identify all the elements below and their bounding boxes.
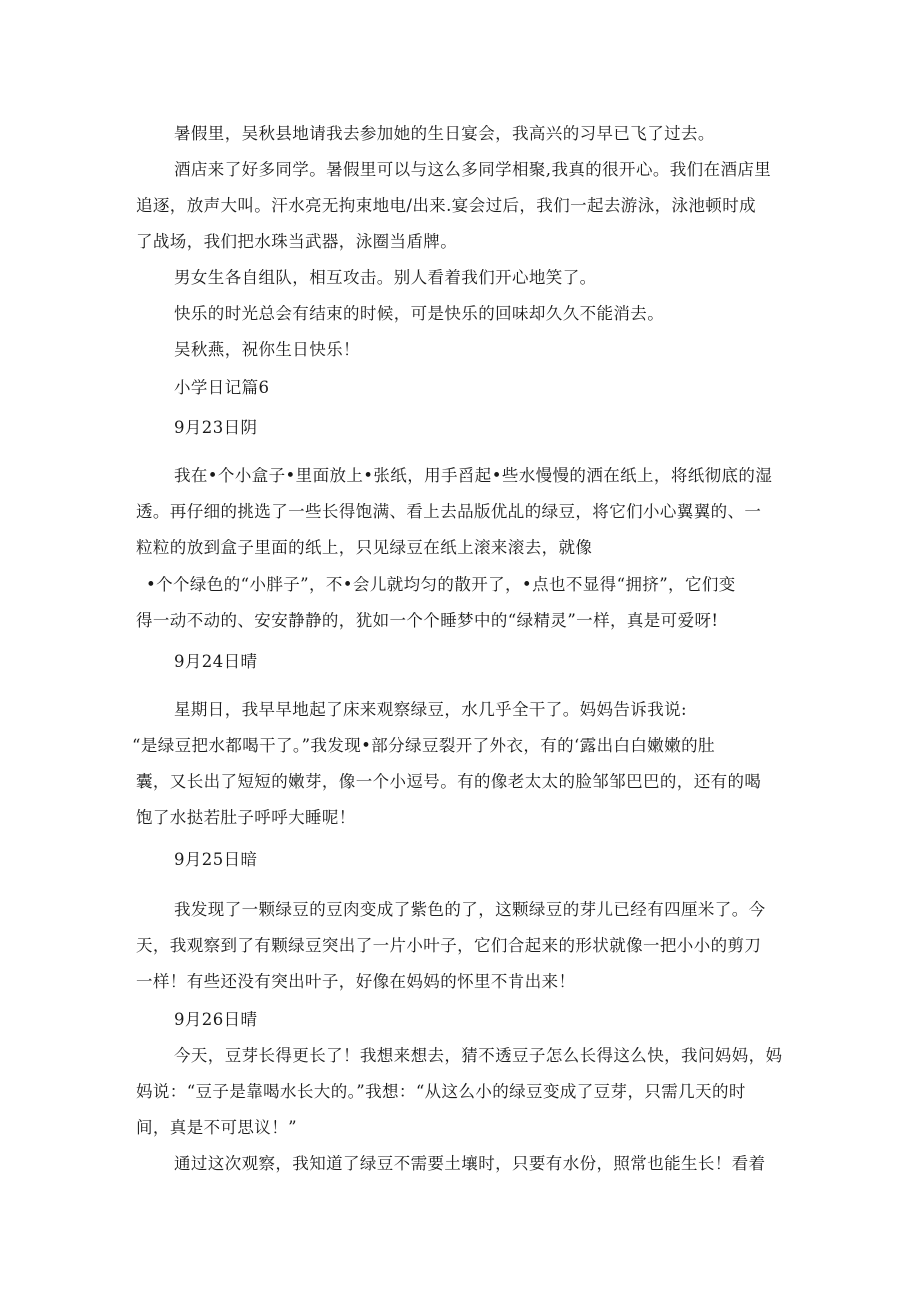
diary-date: 9月24日晴 xyxy=(174,652,258,671)
paragraph-line: 了战场，我们把水珠当武器，泳圈当盾牌。 xyxy=(136,232,458,251)
paragraph-line: 今天，豆芽长得更长了！我想来想去，猜不透豆子怎么长得这么快，我问妈妈，妈 xyxy=(174,1046,783,1065)
paragraph-line: 通过这次观察，我知道了绿豆不需要土壤时，只要有水份，照常也能生长！看着 xyxy=(174,1154,766,1173)
paragraph-line: 饱了水挞若肚子呼呼大睡呢！ xyxy=(136,808,356,827)
paragraph-line: “是绿豆把水都喝干了。”我发现•部分绿豆裂开了外衣，有的‘露出白白嫩嫩的肚 xyxy=(132,736,715,755)
paragraph-line: 快乐的时光总会有结束的时候，可是快乐的回味却久久不能消去。 xyxy=(174,304,665,323)
paragraph-line: 天，我观察到了有颗绿豆突出了一片小叶子，它们合起来的形状就像一把小小的剪刀 xyxy=(136,936,762,955)
paragraph-line: 间，真是不可思议！” xyxy=(136,1118,297,1137)
section-heading: 小学日记篇6 xyxy=(174,378,270,397)
paragraph-line: 酒店来了好多同学。暑假里可以与这么多同学相聚,我真的很开心。我们在酒店里 xyxy=(174,160,772,179)
diary-date: 9月25日暗 xyxy=(174,850,258,869)
paragraph-line: 我发现了一颗绿豆的豆肉变成了紫色的了，这颗绿豆的芽儿已经有四厘米了。今 xyxy=(174,900,766,919)
paragraph-line: 得一动不动的、安安静静的，犹如一个个睡梦中的“绿精灵”一样，真是可爱呀! xyxy=(136,611,719,630)
paragraph-line: 我在•个小盒子•里面放上•张纸，用手舀起•些水慢慢的洒在纸上，将纸彻底的湿 xyxy=(174,466,773,485)
diary-date: 9月26日晴 xyxy=(174,1010,258,1029)
diary-date: 9月23日阴 xyxy=(174,418,258,437)
paragraph-line: 暑假里，吴秋县地请我去参加她的生日宴会，我高兴的习早已飞了过去。 xyxy=(174,124,715,143)
paragraph-line: 囊，又长出了短短的嫩芽，像一个小逗号。有的像老太太的脸邹邹巴巴的，还有的喝 xyxy=(136,772,762,791)
paragraph-line: 追逐，放声大叫。汗水亮无拘束地电/出来.宴会过后，我们一起去游泳，泳池顿时成 xyxy=(136,196,757,215)
paragraph-line: •个个绿色的“小胖子”，不•会儿就均匀的散开了，•点也不显得“拥挤”，它们变 xyxy=(146,575,736,594)
paragraph-line: 粒粒的放到盒子里面的纸上，只见绿豆在纸上滚来滚去，就像 xyxy=(136,538,593,557)
paragraph-line: 吴秋燕，祝你生日快乐！ xyxy=(174,340,360,359)
paragraph-line: 星期日，我早早地起了床来观察绿豆，水几乎全干了。妈妈告诉我说: xyxy=(174,700,687,719)
paragraph-line: 妈说：“豆子是靠喝水长大的。”我想：“从这么小的绿豆变成了豆芽，只需几天的时 xyxy=(136,1082,746,1101)
paragraph-line: 透。再仔细的挑选了一些长得饱满、看上去品版优乩的绿豆，将它们小心翼翼的、一 xyxy=(136,502,762,521)
paragraph-line: 男女生各自组队，相互攻击。别人看着我们开心地笑了。 xyxy=(174,268,597,287)
paragraph-line: 一样！有些还没有突出叶子，好像在妈妈的怀里不肯出来！ xyxy=(136,972,576,991)
